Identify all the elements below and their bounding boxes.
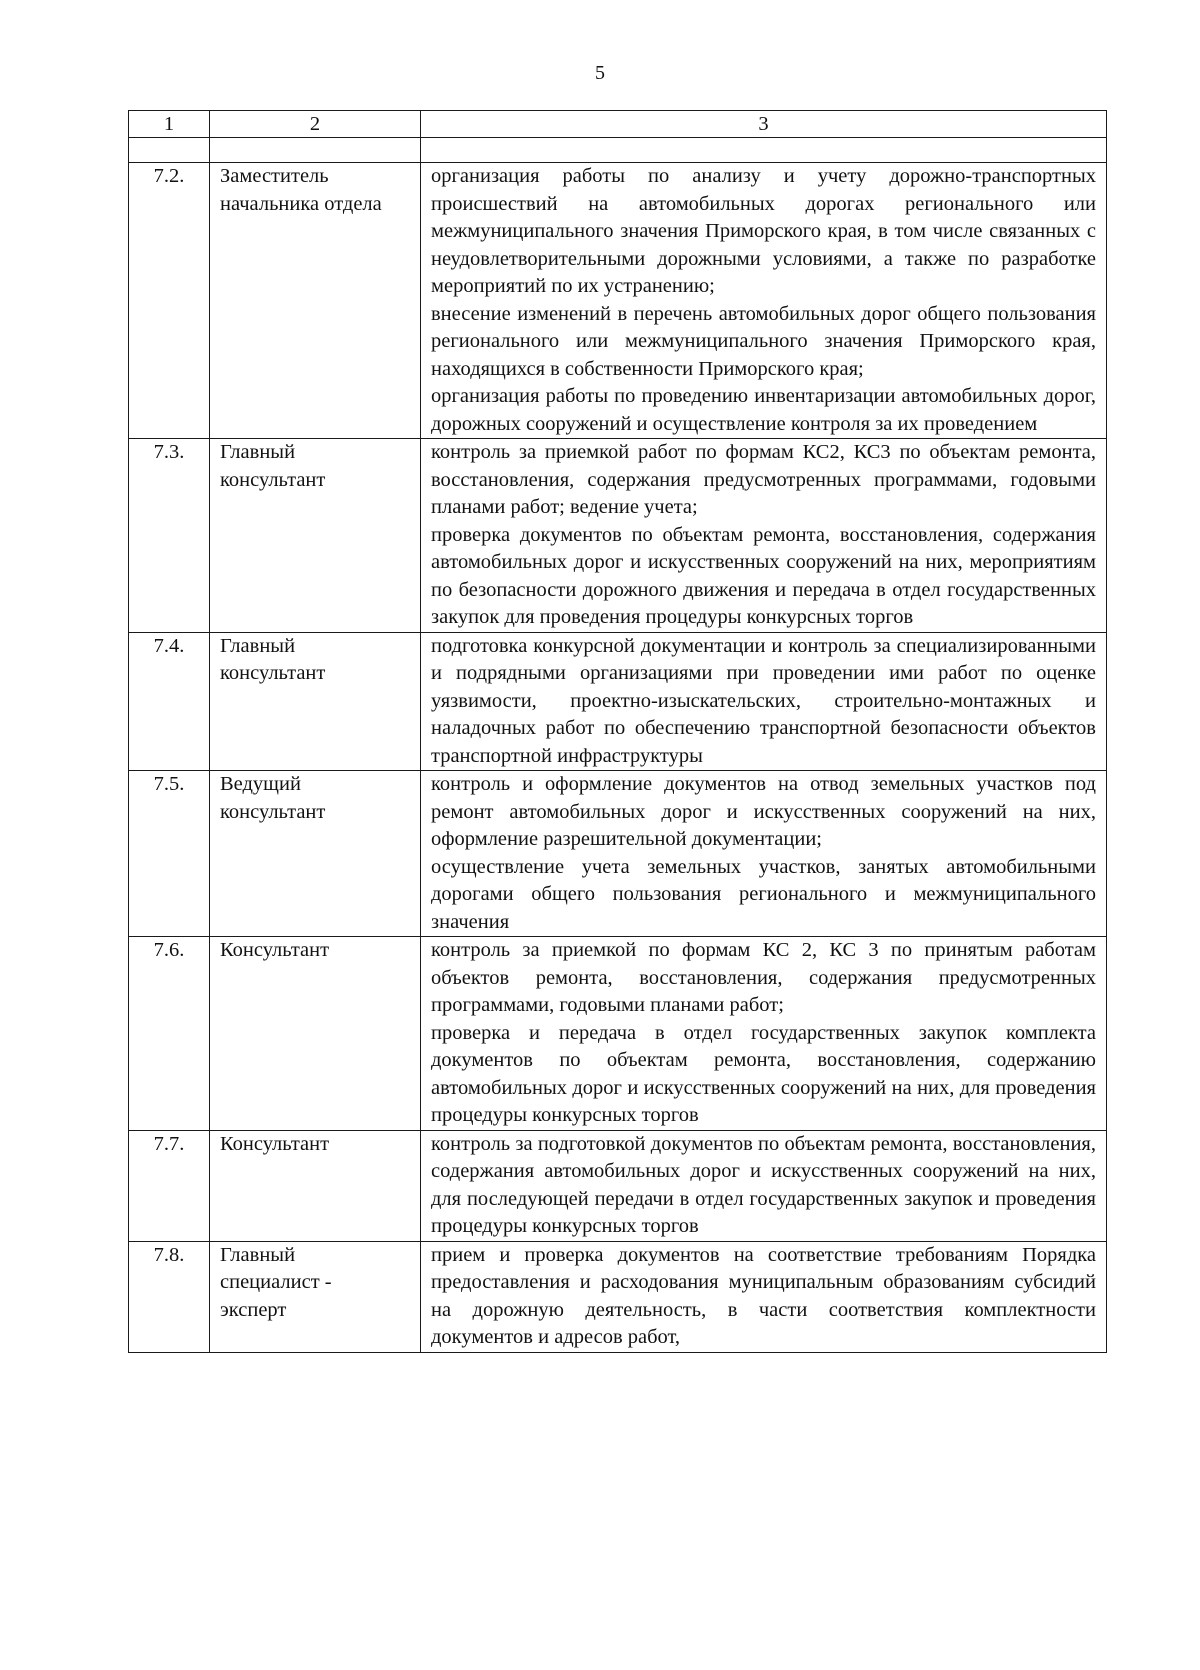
duty-paragraph: осуществление учета земельных участков, занятых автомобильными дорогами общего пользования регионального и межмуниципального значения — [431, 855, 1096, 933]
duties-cell — [421, 1130, 1107, 1241]
position-cell — [210, 771, 421, 937]
position-line: консультант — [220, 468, 326, 491]
duty-paragraph: контроль за приемкой по формам КС 2, КС 3 по принятым работам объектов ремонта, восстановления, содержания предусмотренных программами, годовыми планами работ; — [431, 939, 1096, 1016]
position-line: специалист - — [220, 1271, 332, 1293]
position-line: Консультант — [220, 1132, 330, 1155]
position-line: Главный — [220, 441, 296, 463]
position-line: Заместитель — [220, 165, 329, 187]
position-line: консультант — [220, 662, 326, 684]
position-cell — [210, 1241, 421, 1352]
duties-cell — [421, 937, 1107, 1131]
position-cell — [210, 937, 421, 1131]
table-row — [129, 1130, 1107, 1241]
row-number: 7.3. — [129, 439, 210, 633]
duty-paragraph: контроль за приемкой работ по формам КС2, КС3 по объектам ремонта, восстановления, содержания предусмотренных программами, годовыми планами работ; ведение учета; — [431, 441, 1096, 518]
duties-cell — [421, 1241, 1107, 1352]
table-header-row — [129, 111, 1107, 138]
duty-paragraph: проверка и передача в отдел государственных закупок комплекта документов по объектам ремонта, восстановления, содержанию автомобильных дорог и искусственных сооружений на них, для проведения процедуры конкурсных торгов — [431, 1021, 1096, 1126]
table-row — [129, 937, 1107, 1131]
row-number: 7.6. — [129, 937, 210, 1131]
position-cell — [210, 632, 421, 771]
row-number: 7.8. — [129, 1241, 210, 1352]
position-line: Консультант — [220, 939, 330, 961]
position-line: начальника отдела — [220, 192, 382, 215]
duties-cell — [421, 163, 1107, 439]
duty-paragraph: проверка документов по объектам ремонта, восстановления, содержания автомобильных дорог и искусственных сооружений на них, мероприятиям по безопасности дорожного движения и передача в отдел государственных закупок для проведения процедуры конкурсных торгов — [431, 523, 1096, 628]
duty-paragraph: внесение изменений в перечень автомобильных дорог общего пользования регионального или межмуниципального значения Приморского края, находящихся в собственности Приморского края; — [431, 302, 1096, 380]
table-row — [129, 1241, 1107, 1352]
position-line: Ведущий — [220, 773, 301, 795]
duties-cell — [421, 439, 1107, 633]
page-number: 5 — [595, 62, 605, 84]
duty-paragraph: контроль и оформление документов на отвод земельных участков под ремонт автомобильных дорог и искусственных сооружений на них, оформление разрешительной документации; — [431, 773, 1096, 850]
position-line: эксперт — [220, 1298, 287, 1321]
duty-paragraph: прием и проверка документов на соответствие требованиям Порядка предоставления и расходования муниципальным образованиям субсидий на дорожную деятельность, в части соответствия комплектности документов и адресов работ, — [431, 1243, 1096, 1348]
duties-cell — [421, 632, 1107, 771]
header-cell-2: 2 — [210, 111, 421, 138]
position-line: Главный — [220, 634, 296, 657]
duty-paragraph: организация работы по анализу и учету дорожно-транспортных происшествий на автомобильных дорогах регионального или межмуниципального значения Приморского края, в том числе связанных с неудовлетворительными дорожными условиями, а также по разработке мероприятий по их устранению; — [431, 165, 1096, 297]
row-number: 7.5. — [129, 771, 210, 937]
position-cell — [210, 439, 421, 633]
header-cell-1: 1 — [129, 111, 210, 138]
duties-cell — [421, 771, 1107, 937]
position-line: консультант — [220, 800, 326, 823]
row-number: 7.4. — [129, 632, 210, 771]
blank-row — [129, 138, 1107, 163]
duties-table — [128, 110, 1107, 1353]
table-row — [129, 771, 1107, 937]
duty-paragraph: подготовка конкурсной документации и контроль за специализированными и подрядными организациями при проведении ими работ по оценке уязвимости, проектно-изыскательских, строительно-монтажных и наладочных работ по обеспечению транспортной безопасности объектов транспортной инфраструктуры — [431, 634, 1096, 767]
position-cell — [210, 163, 421, 439]
duty-paragraph: контроль за подготовкой документов по объектам ремонта, восстановления, содержания автомобильных дорог и искусственных сооружений на них, для последующей передачи в отдел государственных закупок и проведения процедуры конкурсных торгов — [431, 1132, 1096, 1237]
position-line: Главный — [220, 1243, 296, 1266]
row-number: 7.7. — [129, 1130, 210, 1241]
header-cell-3: 3 — [421, 111, 1107, 138]
position-cell — [210, 1130, 421, 1241]
duty-paragraph: организация работы по проведению инвентаризации автомобильных дорог, дорожных сооружений и осуществление контроля за их проведением — [431, 385, 1096, 435]
table-row — [129, 632, 1107, 771]
table-row — [129, 163, 1107, 439]
table-row — [129, 439, 1107, 633]
row-number: 7.2. — [129, 163, 210, 439]
